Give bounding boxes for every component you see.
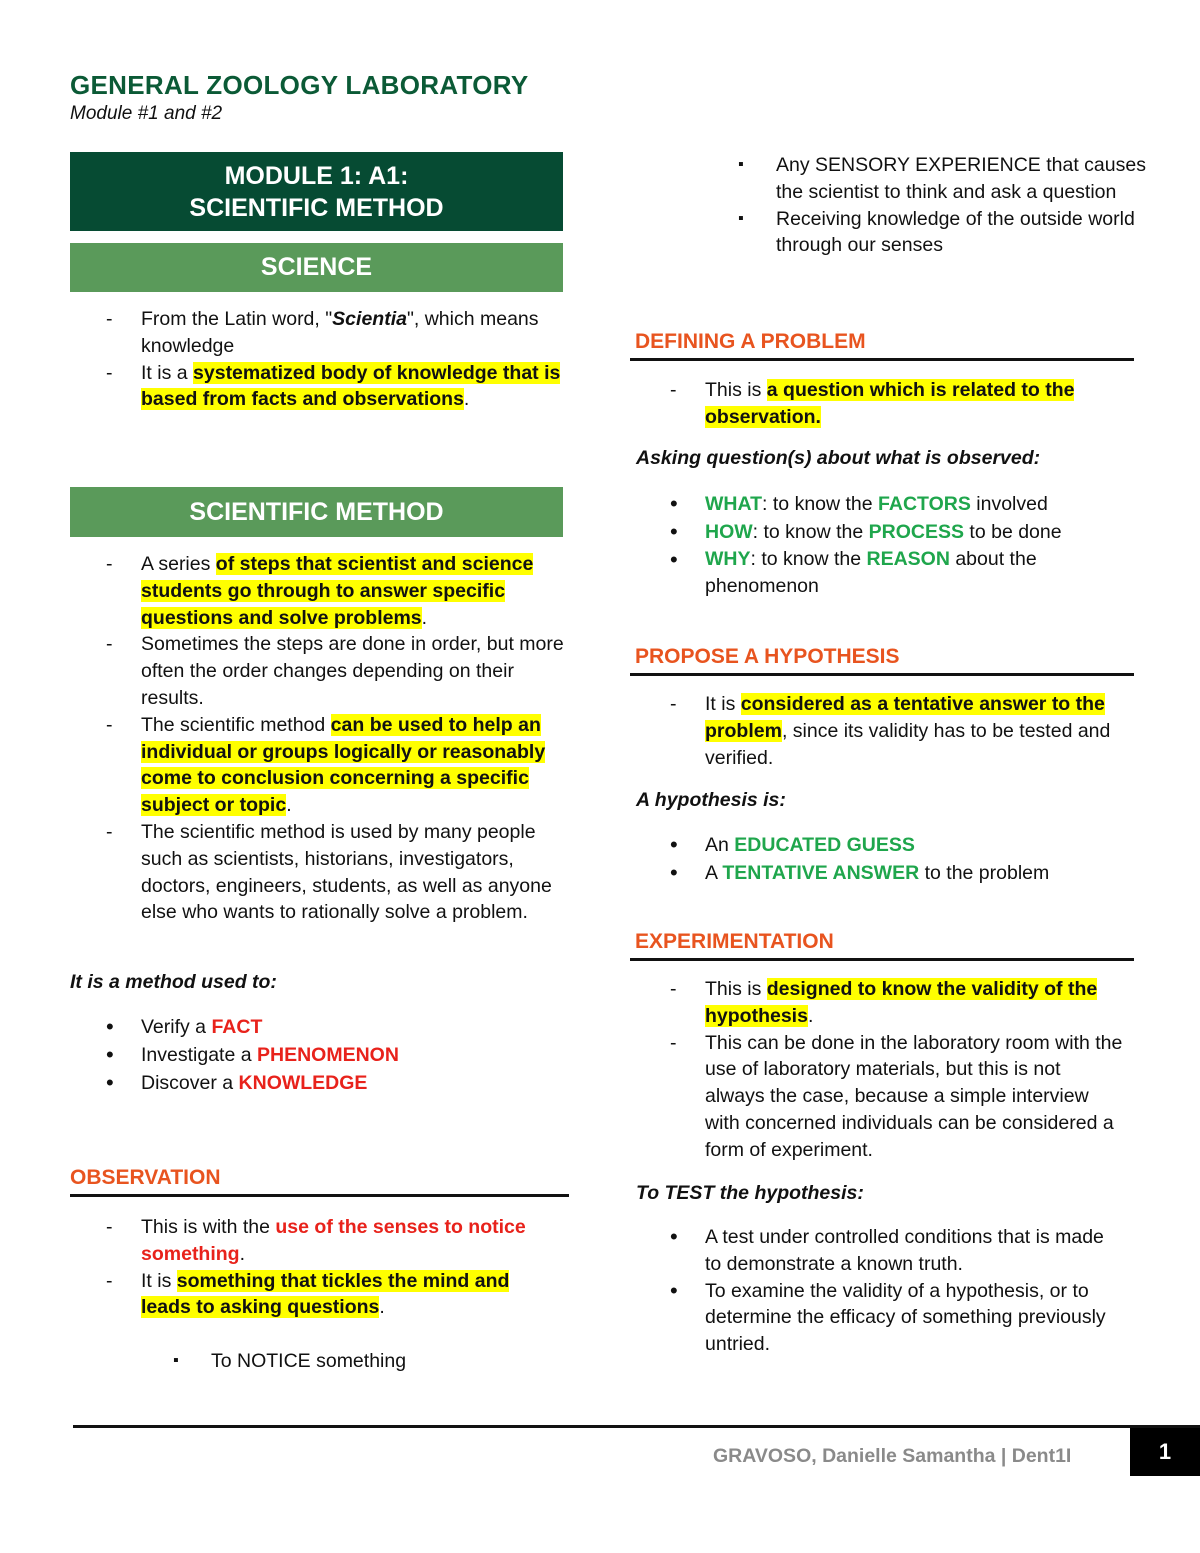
- document-subtitle: Module #1 and #2: [70, 103, 223, 124]
- experimentation-divider: [630, 958, 1134, 961]
- footer-divider: [73, 1425, 1200, 1428]
- list-item: ▪ To NOTICE something: [211, 1348, 551, 1375]
- science-list: [141, 306, 561, 413]
- defining-problem-divider: [630, 358, 1134, 361]
- hypothesis-list: [705, 691, 1125, 771]
- list-item: • Verify a FACT: [141, 1013, 561, 1041]
- list-item: • A test under controlled conditions that is made to demonstrate a known truth.: [705, 1224, 1125, 1278]
- list-item: • WHY: to know the REASON about the phenomenon: [705, 546, 1125, 600]
- hypothesis-heading: PROPOSE A HYPOTHESIS: [635, 645, 900, 668]
- defining-problem-heading: DEFINING A PROBLEM: [635, 330, 866, 353]
- asking-questions-heading: Asking question(s) about what is observed:: [636, 447, 1041, 469]
- module-heading-line1: MODULE 1: A1:: [224, 162, 409, 190]
- experimentation-heading: EXPERIMENTATION: [635, 930, 834, 953]
- hypothesis-is-heading: A hypothesis is:: [636, 789, 786, 811]
- list-item: • WHAT: to know the FACTORS involved: [705, 490, 1125, 518]
- observation-list: [141, 1214, 561, 1321]
- list-item: - The scientific method can be used to help an individual or groups logically or reasonably come to conclusion concerning a specific subject or topic.: [141, 712, 566, 819]
- experimentation-list: [705, 976, 1125, 1164]
- list-item: ▪ Any SENSORY EXPERIENCE that causes the scientist to think and ask a question: [776, 152, 1146, 206]
- method-uses-list: [141, 1013, 561, 1097]
- list-item: • HOW: to know the PROCESS to be done: [705, 518, 1125, 546]
- observation-divider: [70, 1194, 569, 1197]
- module-heading-box: [70, 152, 563, 231]
- list-item: - This is with the use of the senses to notice something.: [141, 1214, 561, 1268]
- list-item: - This can be done in the laboratory room with the use of laboratory materials, but this is not always the case, because a simple interview with concerned individuals can be considered a form of experiment.: [705, 1030, 1125, 1164]
- scientific-method-heading: SCIENTIFIC METHOD: [70, 487, 563, 537]
- questions-list: [705, 490, 1125, 600]
- defining-problem-list: [705, 377, 1125, 431]
- hypothesis-is-list: [705, 831, 1125, 887]
- list-item: • A TENTATIVE ANSWER to the problem: [705, 859, 1125, 887]
- list-item: - This is a question which is related to the observation.: [705, 377, 1125, 431]
- test-hypothesis-heading: To TEST the hypothesis:: [636, 1182, 864, 1204]
- list-item: - This is designed to know the validity of the hypothesis.: [705, 976, 1125, 1030]
- scientific-method-list: [141, 551, 566, 926]
- test-hypothesis-list: [705, 1224, 1125, 1358]
- science-heading: SCIENCE: [70, 243, 563, 292]
- list-item: • To examine the validity of a hypothesis, or to determine the efficacy of something previously untried.: [705, 1278, 1125, 1358]
- observation-sublist-right: [776, 152, 1146, 259]
- list-item: - It is a systematized body of knowledge that is based from facts and observations.: [141, 360, 561, 414]
- document-title: GENERAL ZOOLOGY LABORATORY: [70, 70, 529, 100]
- method-used-to-heading: It is a method used to:: [70, 971, 277, 993]
- list-item: - It is something that tickles the mind and leads to asking questions.: [141, 1268, 561, 1322]
- list-item: - It is considered as a tentative answer to the problem, since its validity has to be tested and verified.: [705, 691, 1125, 771]
- page-number: 1: [1130, 1428, 1200, 1476]
- list-item: - Sometimes the steps are done in order, but more often the order changes depending on their results.: [141, 631, 566, 711]
- footer-author: GRAVOSO, Danielle Samantha | Dent1I: [713, 1445, 1072, 1467]
- observation-heading: OBSERVATION: [70, 1166, 221, 1189]
- list-item: • Discover a KNOWLEDGE: [141, 1069, 561, 1097]
- module-heading-line2: SCIENTIFIC METHOD: [189, 194, 444, 222]
- list-item: • Investigate a PHENOMENON: [141, 1041, 561, 1069]
- list-item: • An EDUCATED GUESS: [705, 831, 1125, 859]
- hypothesis-divider: [630, 673, 1134, 676]
- list-item: ▪ Receiving knowledge of the outside world through our senses: [776, 206, 1146, 260]
- list-item: - A series of steps that scientist and science students go through to answer specific questions and solve problems.: [141, 551, 566, 631]
- observation-sublist-left: [211, 1348, 551, 1375]
- list-item: - From the Latin word, "Scientia", which means knowledge: [141, 306, 561, 360]
- list-item: - The scientific method is used by many people such as scientists, historians, investigators, doctors, engineers, students, as well as anyone else who wants to rationally solve a problem.: [141, 819, 566, 926]
